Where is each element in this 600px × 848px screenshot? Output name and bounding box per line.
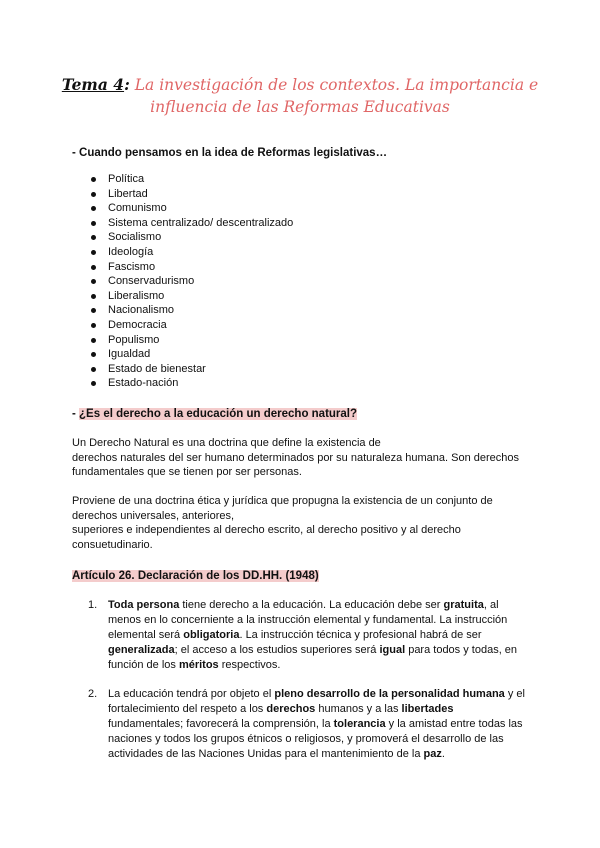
paragraph-line: derechos universales, anteriores, <box>72 509 235 522</box>
paragraph-line: fundamentales que se tienen por ser personas. <box>72 466 302 479</box>
text-segment: y la amistad entre todas las naciones y todos los grupos étnicos o religiosos, y promoverá el desarrollo de las actividades de las Naciones Unidas para el mantenimiento de la <box>108 718 523 760</box>
list-item: Política <box>88 172 293 187</box>
bold-term: méritos <box>178 659 219 671</box>
text-segment: La educación tendrá por objeto el <box>108 688 275 700</box>
text-segment: humanos y a las <box>315 703 402 715</box>
paragraph-line: Proviene de una doctrina ética y jurídica que propugna la existencia de un conjunto de <box>72 495 493 507</box>
text-segment: , al menos en lo concerniente a la instrucción elemental y fundamental. La instrucción elemental será <box>108 599 508 641</box>
list-item: Estado de bienestar <box>88 362 293 377</box>
text-segment: tiene derecho a la educación. La educación debe ser <box>179 599 444 611</box>
bold-term: gratuita <box>443 599 484 611</box>
list-item: Ideología <box>88 245 293 260</box>
text-segment: ; el acceso a los estudios superiores será <box>174 644 380 656</box>
page-title <box>60 74 540 118</box>
text-segment: fundamentales; favorecerá la comprensión, la <box>108 718 334 730</box>
title-colon: : <box>124 75 130 94</box>
list-item: Populismo <box>88 333 293 348</box>
article-item <box>88 598 528 673</box>
list-item: Democracia <box>88 318 293 333</box>
bold-term: igual <box>379 644 406 656</box>
bold-term: libertades <box>401 703 454 715</box>
text-segment: y el fortalecimiento del respeto a los <box>108 688 525 715</box>
list-item: Conservadurismo <box>88 274 293 289</box>
item-number: 2. <box>88 688 98 700</box>
highlighted-question: ¿Es el derecho a la educación un derecho natural? <box>79 408 358 420</box>
text-segment: . <box>441 748 445 760</box>
list-item: Fascismo <box>88 260 293 275</box>
bold-term: tolerancia <box>333 718 386 730</box>
paragraph-line: superiores e independientes al derecho escrito, al derecho positivo y al derecho <box>72 524 461 537</box>
list-item: Comunismo <box>88 201 293 216</box>
list-item: Nacionalismo <box>88 303 293 318</box>
text-segment: para todos y todas, en función de los <box>108 644 518 671</box>
list-item: Libertad <box>88 187 293 202</box>
bold-term: paz <box>423 748 442 760</box>
bold-term: obligatoria <box>183 629 240 641</box>
bold-term: generalizada <box>108 644 175 656</box>
list-item: Liberalismo <box>88 289 293 304</box>
paragraph-line: derechos naturales del ser humano determinados por su naturaleza humana. Son derechos <box>72 451 519 464</box>
bold-term: pleno desarrollo de la personalidad humana <box>274 688 505 700</box>
dash: - <box>72 408 80 420</box>
section-heading-articulo <box>72 569 319 583</box>
list-item: Igualdad <box>88 347 293 362</box>
article-item <box>88 687 528 762</box>
bold-term: Toda persona <box>108 599 180 611</box>
item-number: 1. <box>88 599 98 611</box>
title-text: La investigación de los contextos. La importancia e influencia de las Reformas Educativas <box>134 76 539 116</box>
paragraph-line: consuetudinario. <box>72 538 153 551</box>
concept-list <box>88 172 293 391</box>
bold-term: derechos <box>266 703 316 715</box>
list-item: Estado-nación <box>88 376 293 391</box>
title-label: Tema 4 <box>61 75 125 94</box>
text-segment: respectivos. <box>218 659 281 671</box>
highlighted-article-title: Artículo 26. Declaración de los DD.HH. (1948) <box>72 570 319 582</box>
paragraph-origin <box>72 494 532 552</box>
list-item: Sistema centralizado/ descentralizado <box>88 216 293 231</box>
section-heading-derecho-natural <box>72 407 357 421</box>
section-heading-reformas: - Cuando pensamos en la idea de Reformas legislativas… <box>72 147 388 159</box>
paragraph-definition <box>72 436 532 480</box>
text-segment: . La instrucción técnica y profesional habrá de ser <box>239 629 482 641</box>
article-list <box>88 598 528 762</box>
paragraph-line: Un Derecho Natural es una doctrina que define la existencia de <box>72 437 381 449</box>
list-item: Socialismo <box>88 230 293 245</box>
